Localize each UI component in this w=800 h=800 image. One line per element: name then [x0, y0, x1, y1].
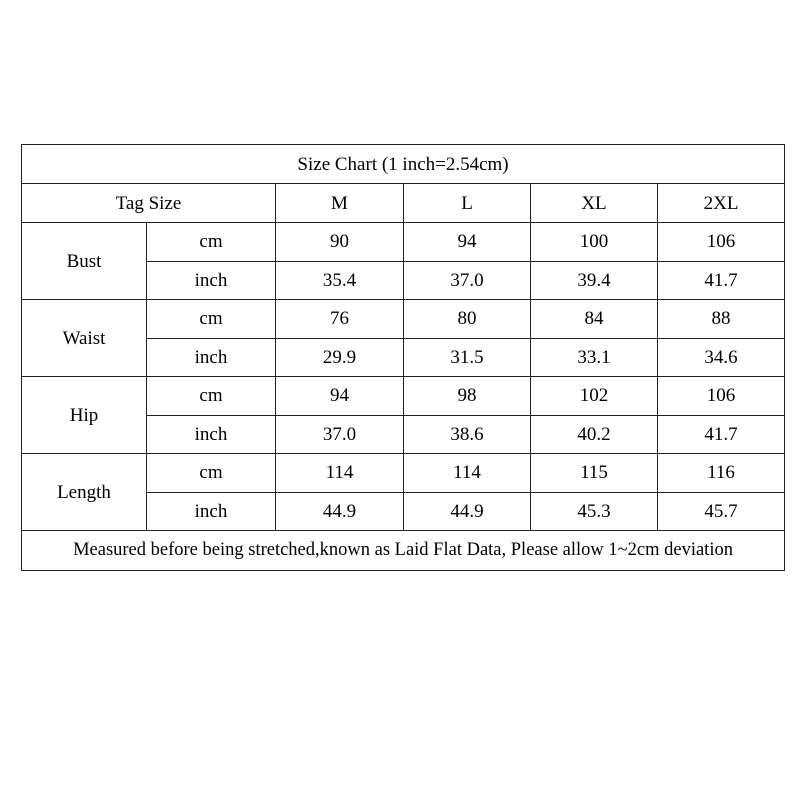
- table-row: [22, 223, 785, 262]
- table-cell: 33.1: [531, 338, 658, 377]
- table-cell: 106: [658, 377, 785, 416]
- table-cell: 40.2: [531, 415, 658, 454]
- table-cell: 41.7: [658, 415, 785, 454]
- unit-label: cm: [147, 223, 276, 262]
- unit-label: inch: [147, 338, 276, 377]
- size-header-xl: XL: [531, 184, 658, 223]
- table-row: [22, 454, 785, 493]
- table-cell: 80: [404, 300, 531, 339]
- table-cell: 45.3: [531, 492, 658, 531]
- table-cell: 29.9: [276, 338, 404, 377]
- table-cell: 115: [531, 454, 658, 493]
- table-cell: 102: [531, 377, 658, 416]
- table-row: [22, 377, 785, 416]
- tag-size-header: Tag Size: [22, 184, 276, 223]
- header-row: [22, 184, 785, 223]
- table-cell: 41.7: [658, 261, 785, 300]
- table-cell: 94: [276, 377, 404, 416]
- unit-label: cm: [147, 300, 276, 339]
- table-cell: 90: [276, 223, 404, 262]
- measurement-label-bust: Bust: [22, 223, 147, 300]
- table-cell: 45.7: [658, 492, 785, 531]
- table-cell: 39.4: [531, 261, 658, 300]
- measurement-label-hip: Hip: [22, 377, 147, 454]
- table-cell: 31.5: [404, 338, 531, 377]
- table-row: [22, 300, 785, 339]
- size-header-2xl: 2XL: [658, 184, 785, 223]
- table-cell: 106: [658, 223, 785, 262]
- measurement-label-waist: Waist: [22, 300, 147, 377]
- table-cell: 88: [658, 300, 785, 339]
- size-chart-table: [21, 144, 785, 571]
- table-cell: 98: [404, 377, 531, 416]
- unit-label: inch: [147, 261, 276, 300]
- table-cell: 114: [276, 454, 404, 493]
- unit-label: inch: [147, 415, 276, 454]
- unit-label: cm: [147, 377, 276, 416]
- unit-label: inch: [147, 492, 276, 531]
- table-cell: 35.4: [276, 261, 404, 300]
- table-cell: 38.6: [404, 415, 531, 454]
- table-cell: 34.6: [658, 338, 785, 377]
- table-cell: 37.0: [404, 261, 531, 300]
- table-cell: 100: [531, 223, 658, 262]
- chart-title: Size Chart (1 inch=2.54cm): [22, 145, 785, 184]
- table-cell: 44.9: [276, 492, 404, 531]
- table-cell: 44.9: [404, 492, 531, 531]
- footnote: Measured before being stretched,known as Laid Flat Data, Please allow 1~2cm deviation: [22, 531, 785, 571]
- size-header-l: L: [404, 184, 531, 223]
- size-header-m: M: [276, 184, 404, 223]
- size-chart-container: [21, 144, 784, 571]
- table-cell: 84: [531, 300, 658, 339]
- table-cell: 94: [404, 223, 531, 262]
- table-cell: 116: [658, 454, 785, 493]
- table-cell: 76: [276, 300, 404, 339]
- unit-label: cm: [147, 454, 276, 493]
- table-cell: 114: [404, 454, 531, 493]
- table-cell: 37.0: [276, 415, 404, 454]
- measurement-label-length: Length: [22, 454, 147, 531]
